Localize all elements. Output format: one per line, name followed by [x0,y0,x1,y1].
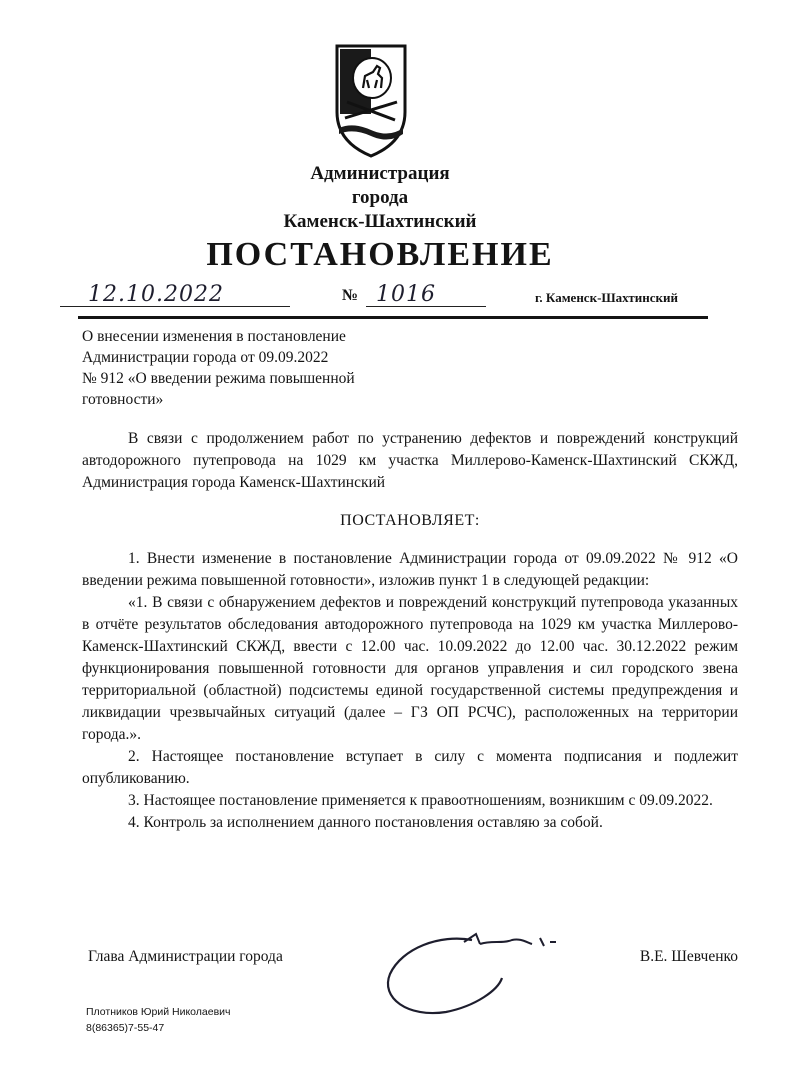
subject-line-2: Администрации города от 09.09.2022 [82,349,329,366]
item-4: 4. Контроль за исполнением данного постановления оставляю за собой. [128,814,603,831]
signatory-position: Глава Администрации города [88,948,283,965]
org-line-1: Администрация [310,163,450,184]
subject-line-1: О внесении изменения в постановление [82,328,346,345]
document-title: ПОСТАНОВЛЕНИЕ [206,236,554,273]
decree-items [82,548,738,834]
document-number: 1016 [376,282,436,307]
item-2: 2. Настоящее постановление вступает в силу с момента подписания и подлежит опубликованию. [82,748,738,787]
document-meta-row [60,282,710,312]
org-line-2: города [351,187,409,208]
city-coat-of-arms-icon [333,42,409,158]
intro-paragraph [82,428,738,494]
decree-heading: ПОСТАНОВЛЯЕТ: [340,512,480,529]
signatory-name: В.Е. Шевченко [639,948,738,965]
document-date: 12.10.2022 [88,282,224,307]
item-1-new-wording: «1. В связи с обнаружением дефектов и повреждений конструкций путепровода указанных в отчёте результатов обследования автодорожного путепровода на 1029 км участка Миллерово-Каменск-Шахтинский СКЖД, ввести с 12.00 час. 10.09.2022 до 12.00 час. 30.12.2022 режим функционирования повышенной готовности для органов управления и сил городского звена территориальной (областной) подсистемы единой государственной системы предупреждения и ликвидации чрезвычайных ситуаций (далее – ГЗ ОП РСЧС), расположенных на территории города.». [82,594,738,743]
executor-block [86,1004,231,1036]
executor-name: Плотников Юрий Николаевич [86,1006,231,1018]
date-underline [60,306,290,307]
subject-line-3: № 912 «О введении режима повышенной [82,370,355,387]
handwritten-signature [380,926,570,1026]
header-divider [78,316,708,319]
item-1: 1. Внести изменение в постановление Администрации города от 09.09.2022 № 912 «О введении режима повышенной готовности», изложив пункт 1 в следующей редакции: [82,550,738,589]
organization-name [200,162,560,234]
city-name: г. Каменск-Шахтинский [535,290,678,305]
subject-line-4: готовности» [82,391,164,408]
number-underline [366,306,486,307]
org-line-3: Каменск-Шахтинский [283,211,477,232]
item-3: 3. Настоящее постановление применяется к правоотношениям, возникшим с 09.09.2022. [128,792,713,809]
executor-phone: 8(86365)7-55-47 [86,1022,165,1034]
number-label: № [342,287,359,304]
intro-text: В связи с продолжением работ по устранению дефектов и повреждений конструкций автодорожного путепровода на 1029 км участка Миллерово-Каменск-Шахтинский СКЖД, Администрация города Каменск-Шахтинский [82,430,738,491]
document-subject [82,326,442,410]
